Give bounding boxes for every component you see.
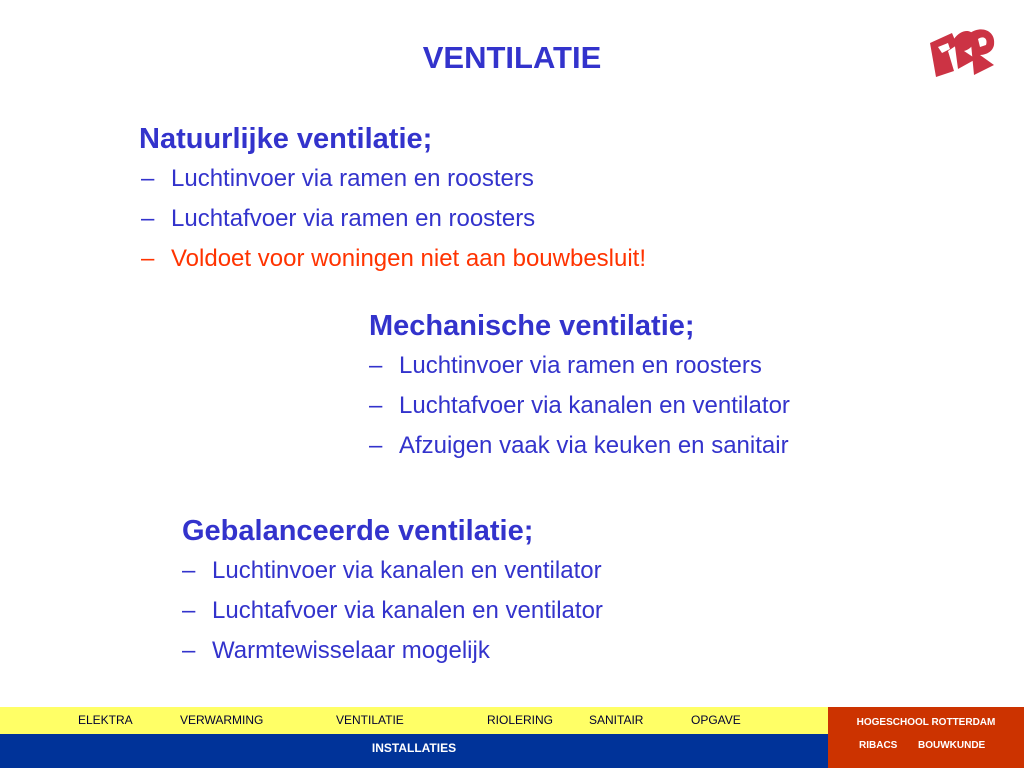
nav-link-sanitair[interactable]: SANITAIR [589, 713, 644, 727]
hogeschool-rotterdam-logo-icon [924, 25, 999, 83]
bullet-item: – Luchtinvoer via kanalen en ventilator [182, 557, 602, 584]
nav-link-opgave[interactable]: OPGAVE [691, 713, 741, 727]
nav-link-ventilatie[interactable]: VENTILATIE [336, 713, 404, 727]
bullet-item: – Luchtafvoer via ramen en roosters [141, 205, 536, 232]
section-natuurlijke-ventilatie [139, 121, 646, 285]
section-label: INSTALLATIES [371, 741, 457, 755]
nav-link-verwarming[interactable]: VERWARMING [180, 713, 264, 727]
section-heading: Gebalanceerde ventilatie; [182, 515, 534, 547]
section-heading: Mechanische ventilatie; [369, 310, 695, 342]
bullet-item: – Luchtafvoer via kanalen en ventilator [369, 392, 790, 419]
slide-title: VENTILATIE [422, 40, 602, 75]
bullet-item: – Warmtewisselaar mogelijk [182, 637, 490, 664]
bullet-item: – Afzuigen vaak via keuken en sanitair [369, 432, 789, 459]
bullet-item-warning: – Voldoet voor woningen niet aan bouwbesluit! [141, 245, 647, 272]
nav-link-riolering[interactable]: RIOLERING [487, 713, 554, 727]
section-gebalanceerde-ventilatie [182, 513, 603, 677]
dept-ribacs: RIBACS [859, 740, 898, 751]
dept-bouwkunde: BOUWKUNDE [918, 740, 986, 751]
bullet-item: – Luchtafvoer via kanalen en ventilator [182, 597, 603, 624]
section-heading: Natuurlijke ventilatie; [139, 123, 433, 155]
nav-link-elektra[interactable]: ELEKTRA [78, 713, 133, 727]
school-name: HOGESCHOOL ROTTERDAM [856, 717, 996, 728]
bullet-item: – Luchtinvoer via ramen en roosters [369, 352, 762, 379]
section-mechanische-ventilatie [369, 308, 790, 472]
bullet-item: – Luchtinvoer via ramen en roosters [141, 165, 534, 192]
